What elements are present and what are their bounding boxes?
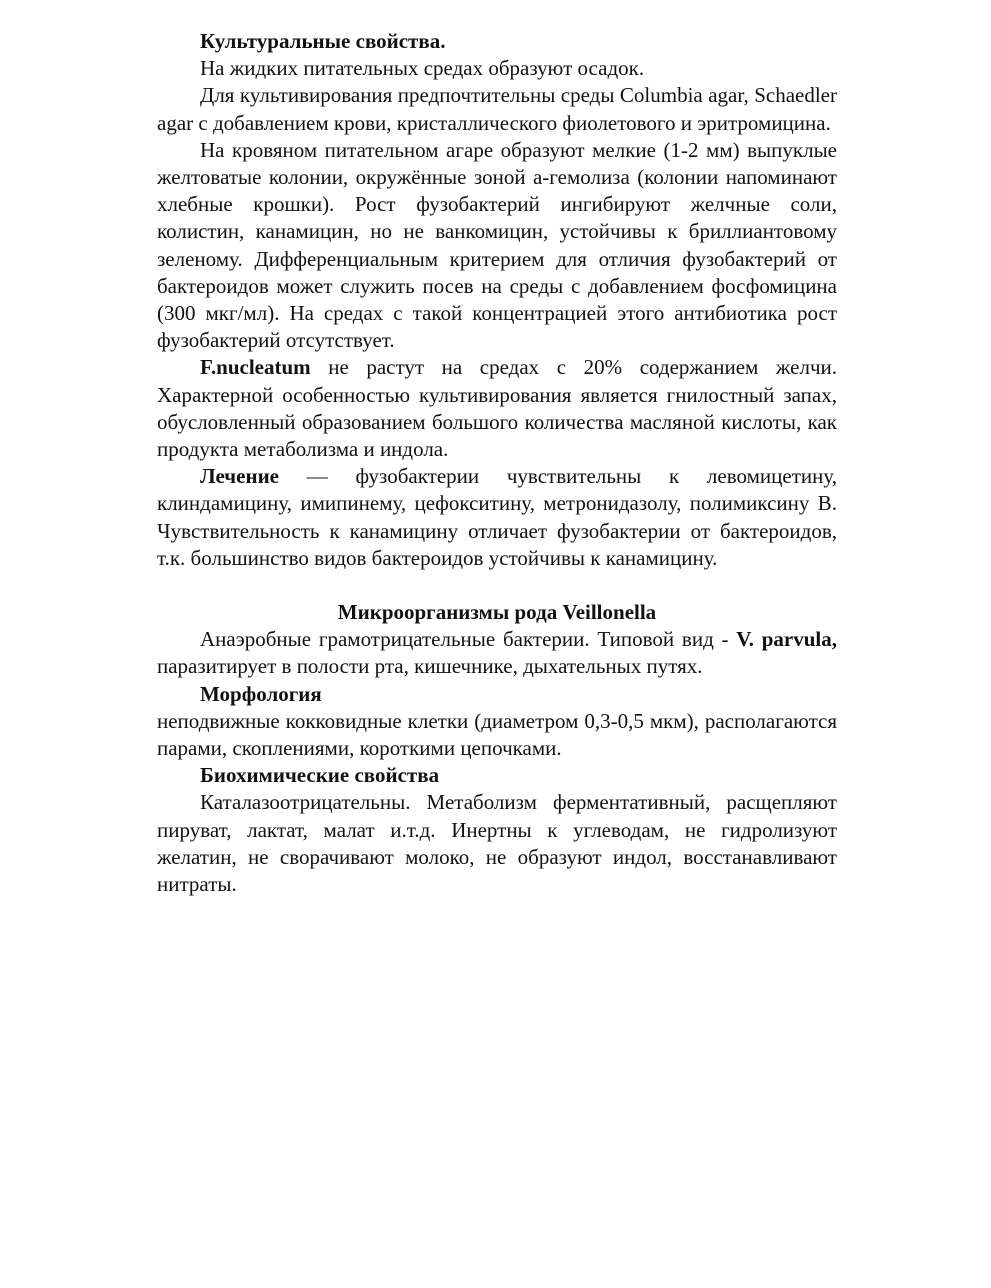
paragraph-treatment-text: — фузобактерии чувствительны к левомицетину, клиндамицину, имипинему, цефокситину, метронидазолу, полимиксину В. Чувствительность к канамицину отличает фузобактерии от бактероидов, т.к. большинство видов бактероидов устойчивы к канамицину. [157, 464, 837, 570]
paragraph-veillonella-rest: паразитирует в полости рта, кишечнике, дыхательных путях. [157, 654, 703, 679]
paragraph-morphology: неподвижные кокковидные клетки (диаметром 0,3-0,5 мкм), располагаются парами, скоплениями, короткими цепочками. [157, 708, 837, 761]
section-heading-cultural: Культуральные свойства. [200, 29, 446, 53]
section-heading-biochemical: Биохимические свойства [200, 763, 440, 788]
paragraph-biochemical: Каталазоотрицательны. Метаболизм ферментативный, расщепляют пируват, лактат, малат и.т.д. Инертны к углеводам, не гидролизуют желатин, не сворачивают молоко, не образуют индол, восстанавливают нитраты. [157, 790, 837, 897]
species-name-f-nucleatum: F.nucleatum [200, 355, 311, 380]
document-page [157, 28, 837, 898]
paragraph-cultivation-media: Для культивирования предпочтительны среды Columbia agar, Schaedler agar с добавлением крови, кристаллического фиолетового и эритромицина. [157, 83, 837, 135]
section-gap [157, 572, 837, 599]
paragraph-blood-agar: На кровяном питательном агаре образуют мелкие (1-2 мм) выпуклые желтоватые колонии, окружённые зоной а-гемолиза (колонии напоминают хлебные крошки). Рост фузобактерий ингибируют желчные соли, колистин, канамицин, но не ванкомицин, устойчивы к бриллиантовому зеленому. Дифференциальным критерием для отличия фузобактерий от бактероидов может служить посев на среды с добавлением фосфомицина (300 мкг/мл). На средах с такой концентрацией этого антибиотика рост фузобактерий отсутствует. [157, 137, 837, 353]
paragraph-f-nucleatum [157, 354, 837, 463]
paragraph-treatment [157, 463, 837, 572]
paragraph-f-nucleatum-text: не растут на средах с 20% содержанием желчи. Характерной особенностью культивирования является гнилостный запах, обусловленный образованием большого количества масляной кислоты, как продукта метаболизма и индола. [157, 355, 837, 462]
paragraph-veillonella-lead: Анаэробные грамотрицательные бактерии. Типовой вид - [200, 627, 737, 652]
species-name-v-parvula: V. parvula, [736, 627, 837, 652]
section-title-veillonella: Микроорганизмы рода Veillonella [337, 600, 657, 625]
section-heading-morphology: Морфология [200, 681, 322, 706]
paragraph-veillonella-intro [157, 626, 837, 680]
treatment-label: Лечение [200, 464, 279, 489]
paragraph-liquid-media: На жидких питательных средах образуют осадок. [200, 56, 645, 81]
